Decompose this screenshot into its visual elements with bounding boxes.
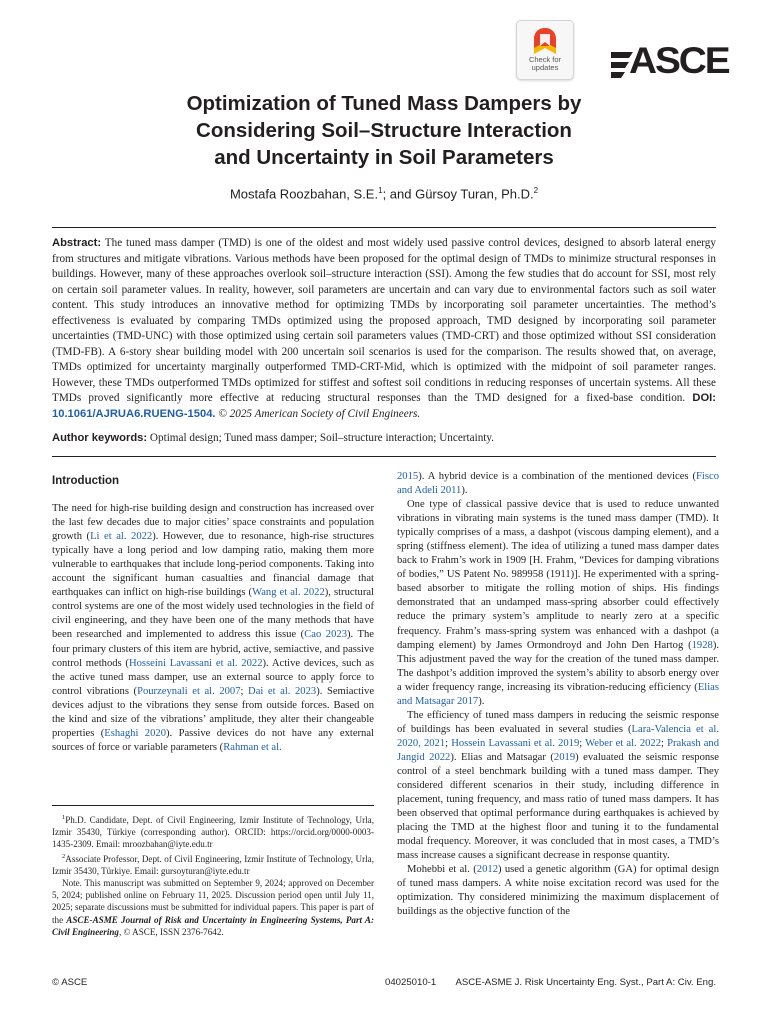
citation-link[interactable]: Rahman et al. [223, 741, 282, 753]
citation-link[interactable]: 2012 [476, 864, 498, 876]
citation-link[interactable]: Wang et al. 2022 [252, 587, 325, 599]
citation-link[interactable]: 2015 [397, 471, 419, 482]
citation-link[interactable]: Li et al. 2022 [90, 531, 153, 543]
footnote-1: $^1$Ph.D. Candidate, Dept. of Civil Engineering, Izmir Institute of Technology, Urla, Izmir 35430, Türkiye (corresponding author). ORCID: https://orcid.org/0000-0003-1435-2309. Email: mroozbahan@iyte.edu.tr [52, 814, 374, 850]
paper-title [80, 90, 688, 171]
doi-label: DOI: [692, 392, 716, 404]
abstract-text: The tuned mass damper (TMD) is one of the oldest and most widely used passive control devices, designed to absorb lateral energy from structures and mitigate vibrations. Various methods have been proposed for the optimal design of TMDs to minimize structural responses in buildings. However, many of these approaches overlook soil–structure interaction (SSI). Among the few studies that do account for SSI, most rely on certain soil parameter values. In reality, however, soil parameters are uncertain and can vary due to environmental factors such as soil water content. This study introduces an innovative method for optimizing TMDs by incorporating soil parameter uncertainties. The method’s effectiveness is evaluated by comparing TMDs optimized using the proposed approach, TMD designed by incorporating soil parameter uncertainties (TMD-UNC) with those optimized using certain soil parameters values (TMD-CRT) and those optimized without SSI consideration (TMD-FB). A 6-story shear building model with 200 uncertain soil scenarios is used for the comparison. The results showed that, on average, TMDs optimized for uncertainty marginally outperformed TMD-CRT-Mid, which is optimized with the midpoint of soil parameter ranges. However, these TMDs outperformed TMDs optimized for stiffest and softest soil conditions in reducing responses of uncertain systems. All these TMDs proved significantly more effective at reducing structural responses than the TMD designed for a fixed-base condition. [52, 237, 716, 404]
divider-top [52, 227, 716, 228]
footnote-2: $^2$Associate Professor, Dept. of Civil Engineering, Izmir Institute of Technology, Urla, Izmir 35430, Türkiye. Email: gursoyturan@iyte.edu.tr [52, 852, 374, 876]
author-1-footnote-ref[interactable]: 1 [378, 186, 383, 195]
author-1: Mostafa Roozbahan, S.E. [229, 186, 379, 202]
author-line [80, 186, 688, 201]
badge-line-2: updates [531, 63, 559, 72]
citation-link[interactable]: Hossein Lavassani et al. 2019 [451, 737, 580, 749]
citation-link[interactable]: Elias and Matsagar 2017 [397, 681, 719, 707]
check-for-updates-badge[interactable] [516, 20, 574, 80]
author-2: Gürsoy Turan, Ph.D. [415, 186, 534, 202]
doi-link[interactable]: 10.1061/AJRUA6.RUENG-1504. [52, 407, 216, 420]
citation-link[interactable]: Hosseini Lavassani et al. 2022 [128, 657, 263, 669]
title-line: Considering Soil–Structure Interaction [196, 119, 572, 142]
paragraph: The efficiency of tuned mass dampers in reducing the seismic response of buildings has been evaluated in several studies (Lara-Valencia et al. 2020, 2021; Hossein Lavassani et al. 2019; Weber et al. 2022; Prakash and Jangid 2022). Elias and Matsagar (2019) evaluated the seismic response control of a steel benchmark building with a tuned mass damper. They considered different scenarios in their study, including difference in placement, tuning frequency, and mass ratio of tuned mass dampers. It has been observed that optimal performance during earthquakes is achieved by placing the TMD at the highest floor and tuning it to the fundamental modal frequency. Moreover, it was concluded that in most cases, a TMD’s mass increase causes a significant decrease in response quantity. [397, 709, 720, 862]
citation-link[interactable]: Fisco and Adeli 2011 [397, 471, 719, 497]
copyright-text: © 2025 American Society of Civil Engineers. [215, 407, 421, 420]
asce-logo [611, 40, 729, 82]
author-2-footnote-ref[interactable]: 2 [533, 186, 539, 195]
keywords-text: Optimal design; Tuned mass damper; Soil–structure interaction; Uncertainty. [147, 432, 495, 444]
abstract-label: Abstract: [52, 237, 102, 249]
left-column [52, 470, 374, 755]
citation-link[interactable]: 2019 [553, 751, 576, 763]
author-separator: ; and [382, 186, 416, 202]
badge-line-1: Check for [528, 55, 562, 64]
title-line: and Uncertainty in Soil Parameters [214, 146, 554, 169]
abstract [52, 236, 716, 422]
manuscript-note: Note. This manuscript was submitted on September 9, 2024; approved on December 5, 2024; published online on February 11, 2025. Discussion period open until July 11, 2025; separate discussions must be submitted for individual papers. This paper is part of the ASCE-ASME Journal of Risk and Uncertainty in Engineering Systems, Part A: Civil Engineering, © ASCE, ISSN 2376-7642. [52, 878, 374, 937]
footer-page-number: 04025010-1 [385, 977, 437, 988]
citation-link[interactable]: Cao 2023 [304, 629, 347, 641]
citation-link[interactable]: Lara-Valencia et al. 2020, 2021 [397, 723, 719, 749]
divider-bottom [52, 456, 716, 457]
citation-link[interactable]: Prakash and Jangid 2022 [397, 737, 720, 763]
paragraph: Mohebbi et al. (2012) used a genetic algorithm (GA) for optimal design of tuned mass dampers. A white noise excitation record was used for the optimization. Thy considered minimizing the maximum displacement of buildings as the objective function of the [397, 864, 719, 918]
footer-journal: ASCE-ASME J. Risk Uncertainty Eng. Syst., Part A: Civ. Eng. [455, 977, 716, 988]
intro-paragraph: The need for high-rise building design and construction has increased over the last few decades due to major cities’ space constraints and population growth (Li et al. 2022). However, due to resonance, high-rise structures typically have a long period and low damping ratio, making them more vulnerable to earthquakes that include long-period components. Taking into account the significant human casualties and financial damage that earthquakes can inflict on high-rise buildings (Wang et al. 2022), structural control systems are one of the most widely used technologies in the field of civil engineering, and they have been one of the many methods that have been researched and implemented to address this issue (Cao 2023). The four primary clusters of this item are hybrid, active, semiactive, and passive control methods (Hosseini Lavassani et al. 2022). Active devices, such as the active tuned mass damper, use an external source to apply force to control vibrations (Pourzeynali et al. 2007; Dai et al. 2023). Semiactive devices adjust to the vibrations they sense from outside forces. Based on the kind and size of the vibrations’ amplitude, they alter their changeable properties (Eshaghi 2020). Passive devices do not have any external sources of force or variable parameters (Rahman et al. [52, 503, 375, 753]
paragraph-continued: 2015). A hybrid device is a combination of the mentioned devices (Fisco and Adeli 2011). [397, 471, 719, 497]
author-keywords [52, 431, 716, 446]
footer-copyright: © ASCE [52, 977, 88, 988]
citation-link[interactable]: 1928 [691, 639, 713, 651]
keywords-label: Author keywords: [52, 432, 148, 444]
footnotes [52, 805, 374, 938]
title-line: Optimization of Tuned Mass Dampers by [186, 92, 582, 115]
citation-link[interactable]: Eshaghi 2020 [104, 727, 166, 739]
citation-link[interactable]: Weber et al. 2022 [585, 737, 662, 749]
bookmark-icon [532, 26, 558, 56]
right-column [397, 470, 719, 920]
paragraph: One type of classical passive device that is used to reduce unwanted vibrations in vibrating main systems is the tuned mass damper (TMD). It typically comprises of a mass, a dashpot (viscous damping element), and a spring (stiffness element). The idea of utilizing a tuned mass damper dates back to Frahm’s work in 1909 [H. Frahm, “Devices for damping vibrations of bodies,” US Patent No. 989958 (1911)]. He experimented with a spring-based absorber to mitigate the rolling motion of ships. His findings demonstrated that an undamped mass-spring absorber could effectively reduce the primary system’s amplitude to nearly zero at a specific frequency. Frahm’s mass-spring system was enhanced with a dashpot (a damping element) by James Ormondroyd and John Den Hartog (1928). This adjustment paved the way for the creation of the tuned mass damper. The dashpot’s addition improved the system’s ability to absorb energy over a wider frequency range, increasing its vibration-reducing efficiency (Elias and Matsagar 2017). [397, 499, 719, 707]
citation-link[interactable]: Dai et al. 2023 [248, 685, 317, 697]
section-heading: Introduction [52, 475, 120, 487]
citation-link[interactable]: Pourzeynali et al. 2007 [137, 685, 241, 697]
asce-wordmark: ASCE [629, 40, 729, 81]
